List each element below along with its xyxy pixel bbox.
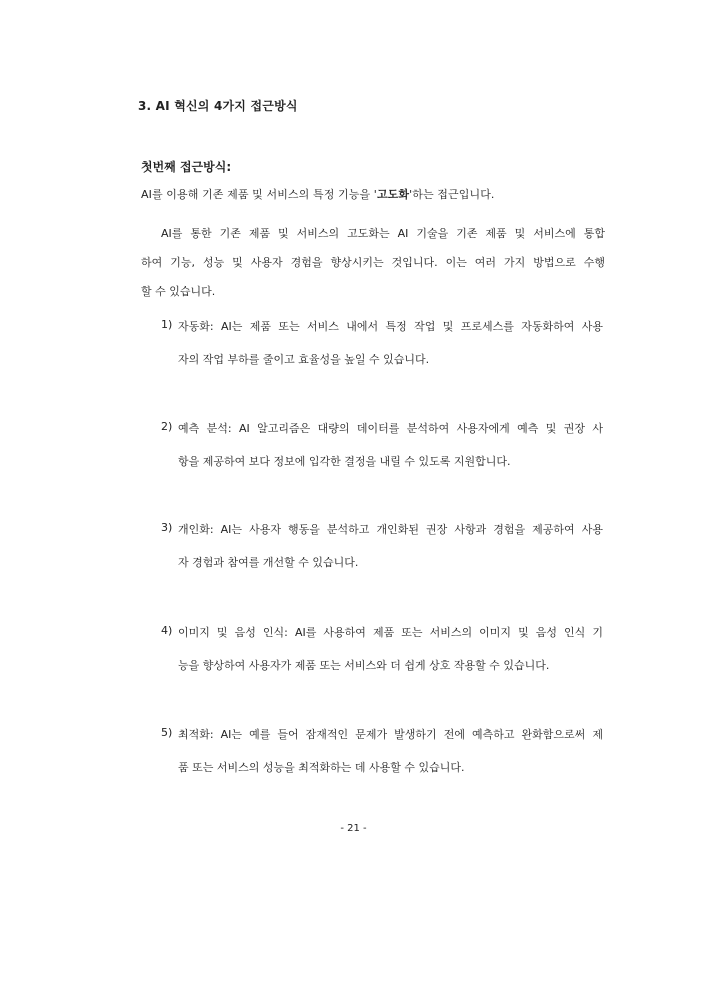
list-item-number: 4) <box>161 624 173 637</box>
list-item-line-2: 능을 향상하여 사용자가 제품 또는 서비스와 더 쉽게 상호 작용할 수 있습니다. <box>178 659 550 672</box>
intro-line <box>141 186 495 202</box>
list-item-number: 1) <box>161 318 173 331</box>
section-title: 3. AI 혁신의 4가지 접근방식 <box>138 99 298 113</box>
list-item <box>161 624 603 673</box>
list-item-line-2: 품 또는 서비스의 성능을 최적화하는 데 사용할 수 있습니다. <box>178 761 465 774</box>
intro-bold: 고도화 <box>376 188 410 201</box>
list-item-line-1: 이미지 및 음성 인식: AI를 사용하여 제품 또는 서비스의 이미지 및 음성 인식 기 <box>178 626 603 639</box>
paragraph-line-3: 할 수 있습니다. <box>141 285 216 298</box>
list-item-number: 5) <box>161 726 173 739</box>
list-item-line-1: 자동화: AI는 제품 또는 서비스 내에서 특정 작업 및 프로세스를 자동화하여 사용 <box>178 320 603 333</box>
paragraph-line-2: 하여 기능, 성능 및 사용자 경험을 향상시키는 것입니다. 이는 여러 가지 방법으로 수행 <box>141 256 605 269</box>
list-item-line-2: 자 경험과 참여를 개선할 수 있습니다. <box>178 556 359 569</box>
list-item-line-2: 항을 제공하여 보다 정보에 입각한 결정을 내릴 수 있도록 지원합니다. <box>178 455 511 468</box>
list-item-number: 3) <box>161 521 173 534</box>
intro-before: AI를 이용해 기존 제품 및 서비스의 특정 기능을 ' <box>141 188 377 201</box>
page-number: - 21 - <box>340 823 367 834</box>
sub-title: 첫번째 접근방식: <box>141 160 232 174</box>
list-item-line-1: 개인화: AI는 사용자 행동을 분석하고 개인화된 권장 사항과 경험을 제공하여 사용 <box>178 523 603 536</box>
body-paragraph <box>141 219 605 306</box>
intro-after: '하는 접근입니다. <box>409 188 495 201</box>
list-item <box>161 318 603 367</box>
list-item <box>161 521 603 570</box>
list-item-line-1: 최적화: AI는 예를 들어 잠재적인 문제가 발생하기 전에 예측하고 완화함으로써 제 <box>178 728 603 741</box>
list-item <box>161 420 603 469</box>
paragraph-line-1: AI를 통한 기존 제품 및 서비스의 고도화는 AI 기술을 기존 제품 및 서비스에 통합 <box>161 227 605 240</box>
list-item-line-2: 자의 작업 부하를 줄이고 효율성을 높일 수 있습니다. <box>178 353 430 366</box>
list-item-number: 2) <box>161 420 173 433</box>
list-item-line-1: 예측 분석: AI 알고리즘은 대량의 데이터를 분석하여 사용자에게 예측 및 권장 사 <box>178 422 603 435</box>
list-item <box>161 726 603 775</box>
